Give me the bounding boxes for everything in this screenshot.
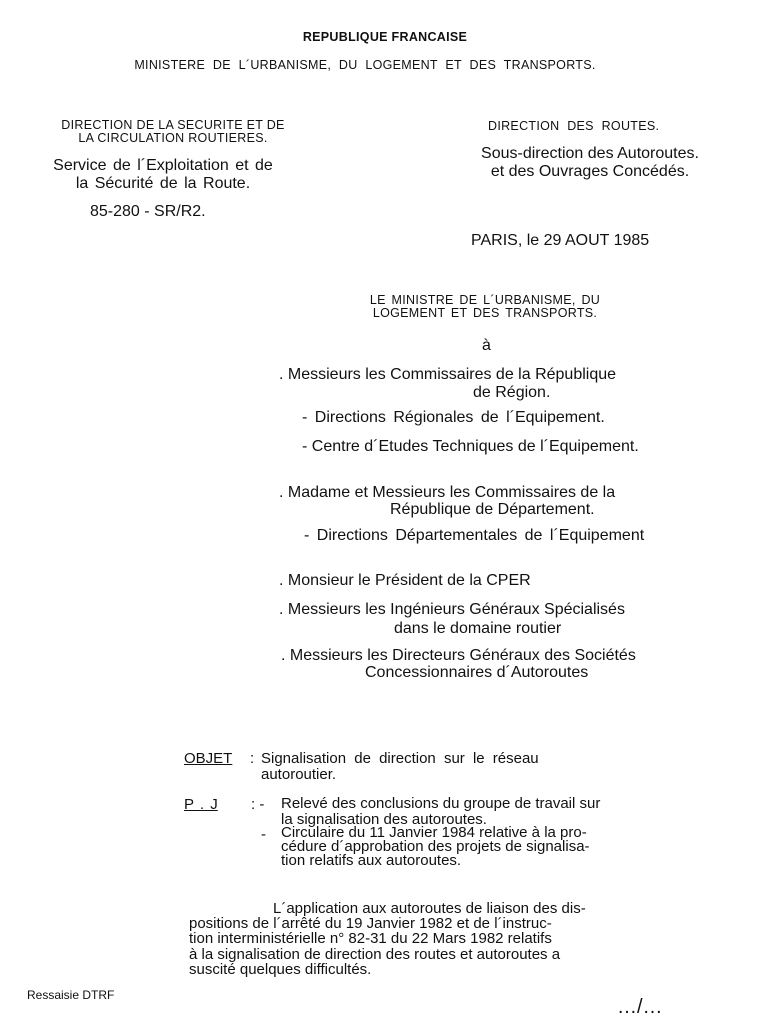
body-line5: suscité quelques difficultés. bbox=[189, 961, 372, 978]
recipient-2-sub1: - Directions Départementales de l´Equipement bbox=[304, 527, 645, 544]
objet-line2: autoroutier. bbox=[261, 766, 337, 783]
recipient-1-line2: de Région. bbox=[473, 384, 551, 401]
objet-line1: Signalisation de direction sur le réseau bbox=[261, 750, 539, 767]
recipient-2-line1: . Madame et Messieurs les Commissaires de la bbox=[279, 484, 616, 501]
recipient-5-line1: . Messieurs les Directeurs Généraux des Sociétés bbox=[281, 647, 636, 664]
recipient-4-line1: . Messieurs les Ingénieurs Généraux Spécialisés bbox=[279, 601, 625, 618]
pj-item2-dash: - bbox=[261, 826, 266, 843]
left-service-line1: Service de l´Exploitation et de bbox=[53, 157, 273, 174]
sender-line1: LE MINISTRE DE L´URBANISME, DU bbox=[369, 293, 601, 307]
right-subdirection-line2: et des Ouvrages Concédés. bbox=[490, 163, 690, 180]
recipient-3: . Monsieur le Président de la CPER bbox=[279, 572, 531, 589]
pj-item2-line3: tion relatifs aux autoroutes. bbox=[281, 852, 462, 869]
body-line1: L´application aux autoroutes de liaison des dis- bbox=[273, 900, 586, 917]
republic-heading: REPUBLIQUE FRANCAISE bbox=[302, 30, 468, 44]
ressaisie-stamp: Ressaisie DTRF bbox=[27, 988, 115, 1002]
left-direction bbox=[18, 119, 328, 145]
recipient-1-line1: . Messieurs les Commissaires de la République bbox=[279, 366, 617, 383]
pj-item2-line2: cédure d´approbation des projets de signalisa- bbox=[281, 838, 590, 855]
pj-label: P . J bbox=[184, 796, 218, 813]
objet-colon: : bbox=[250, 750, 255, 767]
body-line3: tion interministérielle n° 82-31 du 22 Mars 1982 relatifs bbox=[189, 930, 552, 947]
body-line4: à la signalisation de direction des routes et autoroutes a bbox=[189, 946, 561, 963]
ministry-heading: MINISTERE DE L´URBANISME, DU LOGEMENT ET DES TRANSPORTS. bbox=[134, 58, 596, 72]
objet-label: OBJET bbox=[184, 750, 233, 767]
reference-number: 85-280 - SR/R2. bbox=[90, 203, 206, 220]
left-service bbox=[8, 157, 318, 193]
recipient-5-line2: Concessionnaires d´Autoroutes bbox=[365, 664, 589, 681]
right-subdirection bbox=[440, 145, 740, 181]
left-service-line2: la Sécurité de la Route. bbox=[75, 175, 251, 192]
date-line: PARIS, le 29 AOUT 1985 bbox=[471, 232, 650, 249]
recipient-4-line2: dans le domaine routier bbox=[394, 620, 562, 637]
sender-to: à bbox=[482, 337, 491, 354]
continuation-mark: …/… bbox=[617, 996, 663, 1018]
right-subdirection-line1: Sous-direction des Autoroutes. bbox=[481, 145, 699, 162]
pj-item1-line2: la signalisation des autoroutes. bbox=[281, 811, 487, 828]
recipient-1-sub2: - Centre d´Etudes Techniques de l´Equipement. bbox=[302, 438, 639, 455]
sender-block bbox=[330, 294, 640, 320]
recipient-1-sub1: - Directions Régionales de l´Equipement. bbox=[302, 409, 605, 426]
recipient-2-line2: République de Département. bbox=[390, 501, 595, 518]
pj-item1-line1: Relevé des conclusions du groupe de travail sur bbox=[281, 795, 601, 812]
right-direction: DIRECTION DES ROUTES. bbox=[488, 119, 660, 133]
pj-colon: : - bbox=[251, 796, 265, 813]
left-direction-line2: LA CIRCULATION ROUTIERES. bbox=[78, 131, 268, 145]
sender-line2: LOGEMENT ET DES TRANSPORTS. bbox=[372, 306, 598, 320]
pj-item2-line1: Circulaire du 11 Janvier 1984 relative à la pro- bbox=[281, 824, 587, 841]
left-direction-line1: DIRECTION DE LA SECURITE ET DE bbox=[61, 118, 285, 132]
body-line2: positions de l´arrêté du 19 Janvier 1982 et de l´instruc- bbox=[189, 915, 552, 932]
pj-item-2 bbox=[281, 826, 590, 868]
